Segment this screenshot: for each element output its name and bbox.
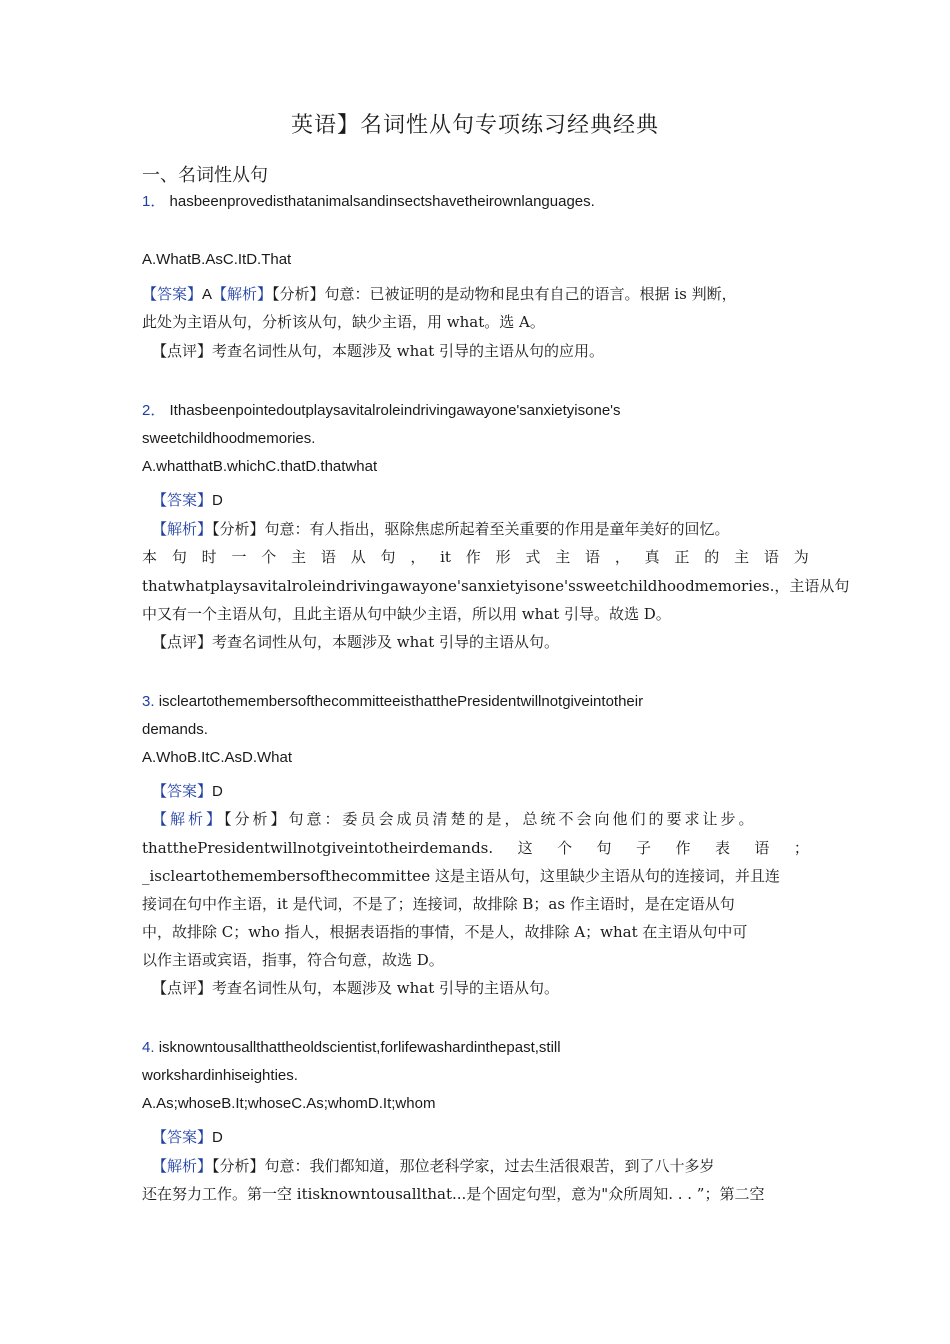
question-text: Ithasbeenpointedoutplaysavitalroleindrivingawayone'sanxietyisone's [169,402,621,419]
answer-value: D [212,1129,223,1146]
analysis-word: 真 [644,548,660,566]
analysis-word: 句 [380,548,396,566]
question-2-analysis-cont: 中又有一个主语从句，且此主语从句中缺少主语，所以用 what 引导。故选 D。 [142,605,671,623]
question-text: hasbeenprovedisthatanimalsandinsectshavetheirownlanguages. [169,193,595,210]
analysis-word: 式 [525,548,541,566]
question-2-analysis-cont: thatwhatplaysavitalroleindrivingawayone'sanxietyisone'ssweetchildhoodmemories.，主语从句 [142,577,850,595]
analysis-word: 为 [793,548,809,566]
analysis-word: 从 [350,548,366,566]
question-2-analysis-line [152,519,822,539]
analysis-text: 【分析】句意：已被证明的是动物和昆虫有自己的语言。根据 is 判断， [272,285,737,303]
question-2-options: A.whatthatB.whichC.thatD.thatwhat [142,458,378,475]
question-number: 1． [142,193,166,210]
section-heading: 一、名词性从句 [142,165,268,186]
answer-tag: 【答案】 [152,491,213,509]
analysis-word: 形 [495,548,511,566]
analysis-word: 句 [596,839,612,857]
question-4-answer-line [152,1127,822,1148]
analysis-word: thatthePresidentwillnotgiveintotheirdemands. [142,839,494,857]
question-number: 4. [142,1039,155,1056]
analysis-word: 主 [734,548,750,566]
analysis-word: it [440,548,451,566]
analysis-word: ， [410,548,426,566]
question-2-stem [142,401,812,421]
answer-tag: 【答案】 [152,1128,213,1146]
analysis-word: 时 [201,548,217,566]
analysis-word: 主 [555,548,571,566]
analysis-word: 句 [171,548,187,566]
question-2-review: 【点评】考查名词性从句，本题涉及 what 引导的主语从句。 [152,633,560,651]
question-2-stem-cont: sweetchildhoodmemories. [142,430,316,447]
question-3-analysis-cont: 中，故排除 C；who 指人，根据表语指的事情，不是人，故排除 A；what 在主语从句中可 [142,923,748,941]
analysis-word: ， [614,548,630,566]
analysis-word: 语 [763,548,779,566]
analysis-word: 本 [142,548,158,566]
question-4-options: A.As;whoseB.It;whoseC.As;whomD.It;whom [142,1095,436,1112]
question-1-stem [142,192,812,212]
question-4-analysis-line [152,1156,822,1176]
question-3-analysis-cont: 接词在句中作主语，it 是代词，不是了；连接词，故排除 B；as 作主语时，是在定语从句 [142,895,735,913]
question-1-analysis-cont: 此处为主语从句，分析该从句，缺少主语，用 what。选 A。 [142,313,545,331]
analysis-word: 语 [320,548,336,566]
analysis-word: 正 [674,548,690,566]
explanation-tag: 【解析】 [212,285,273,303]
question-2-answer-line [152,490,822,511]
analysis-text: 【分析】句意：有人指出，驱除焦虑所起着至关重要的作用是童年美好的回忆。 [212,520,730,538]
analysis-word: 作 [675,839,691,857]
question-3-analysis-cont: 以作主语或宾语，指事，符合句意，故选 D。 [142,951,444,969]
question-3-analysis-line [152,809,822,829]
analysis-word: 子 [636,839,652,857]
question-4-stem-cont: workshardinhiseighties. [142,1067,298,1084]
analysis-word: 一 [231,548,247,566]
analysis-text: 【分析】句意：我们都知道，那位老科学家，过去生活很艰苦，到了八十多岁 [212,1157,715,1175]
analysis-word: ； [793,839,809,857]
answer-value: D [212,783,223,800]
answer-value: A [202,286,213,303]
analysis-word: 这 [517,839,533,857]
question-3-answer-line [152,781,822,802]
question-number: 2． [142,402,166,419]
analysis-word: 语 [585,548,601,566]
question-text: isknowntousallthattheoldscientist,forlifewashardinthepast,still [158,1039,561,1056]
question-number: 3. [142,693,155,710]
question-1-options: A.WhatB.AsC.ItD.That [142,251,292,268]
analysis-text: 【分析】句意：委员会成员清楚的是，总统不会向他们的要求让步。 [224,810,757,828]
question-3-stem [142,692,812,712]
question-2-analysis-justified [142,547,809,567]
analysis-word: 表 [714,839,730,857]
analysis-word: 语 [754,839,770,857]
question-3-analysis-cont: _iscleartothemembersofthecommittee 这是主语从句，这里缺少主语从句的连接词，并且连 [142,867,780,885]
question-4-stem [142,1038,812,1058]
analysis-word: 个 [557,839,573,857]
analysis-word: 作 [465,548,481,566]
answer-tag: 【答案】 [142,285,203,303]
question-3-review: 【点评】考查名词性从句，本题涉及 what 引导的主语从句。 [152,979,560,997]
analysis-word: 个 [261,548,277,566]
explanation-tag: 【解析】 [152,1157,213,1175]
question-1-answer-line [142,284,812,305]
answer-value: D [212,492,223,509]
explanation-tag: 【解析】 [152,810,225,828]
analysis-word: 主 [291,548,307,566]
explanation-tag: 【解析】 [152,520,213,538]
question-1-review: 【点评】考查名词性从句，本题涉及 what 引导的主语从句的应用。 [152,342,605,360]
answer-tag: 【答案】 [152,782,213,800]
question-text: iscleartothemembersofthecommitteeisthatthePresidentwillnotgiveintotheir [158,693,644,710]
question-3-options: A.WhoB.ItC.AsD.What [142,749,293,766]
question-3-stem-cont: demands. [142,721,208,738]
question-3-analysis-justified [142,838,809,858]
analysis-word: 的 [704,548,720,566]
document-title: 英语】名词性从句专项练习经典经典 [290,113,659,138]
question-4-analysis-cont: 还在努力工作。第一空 itisknowntousallthat...是个固定句型，意为"众所周知. . . ”；第二空 [142,1185,765,1203]
